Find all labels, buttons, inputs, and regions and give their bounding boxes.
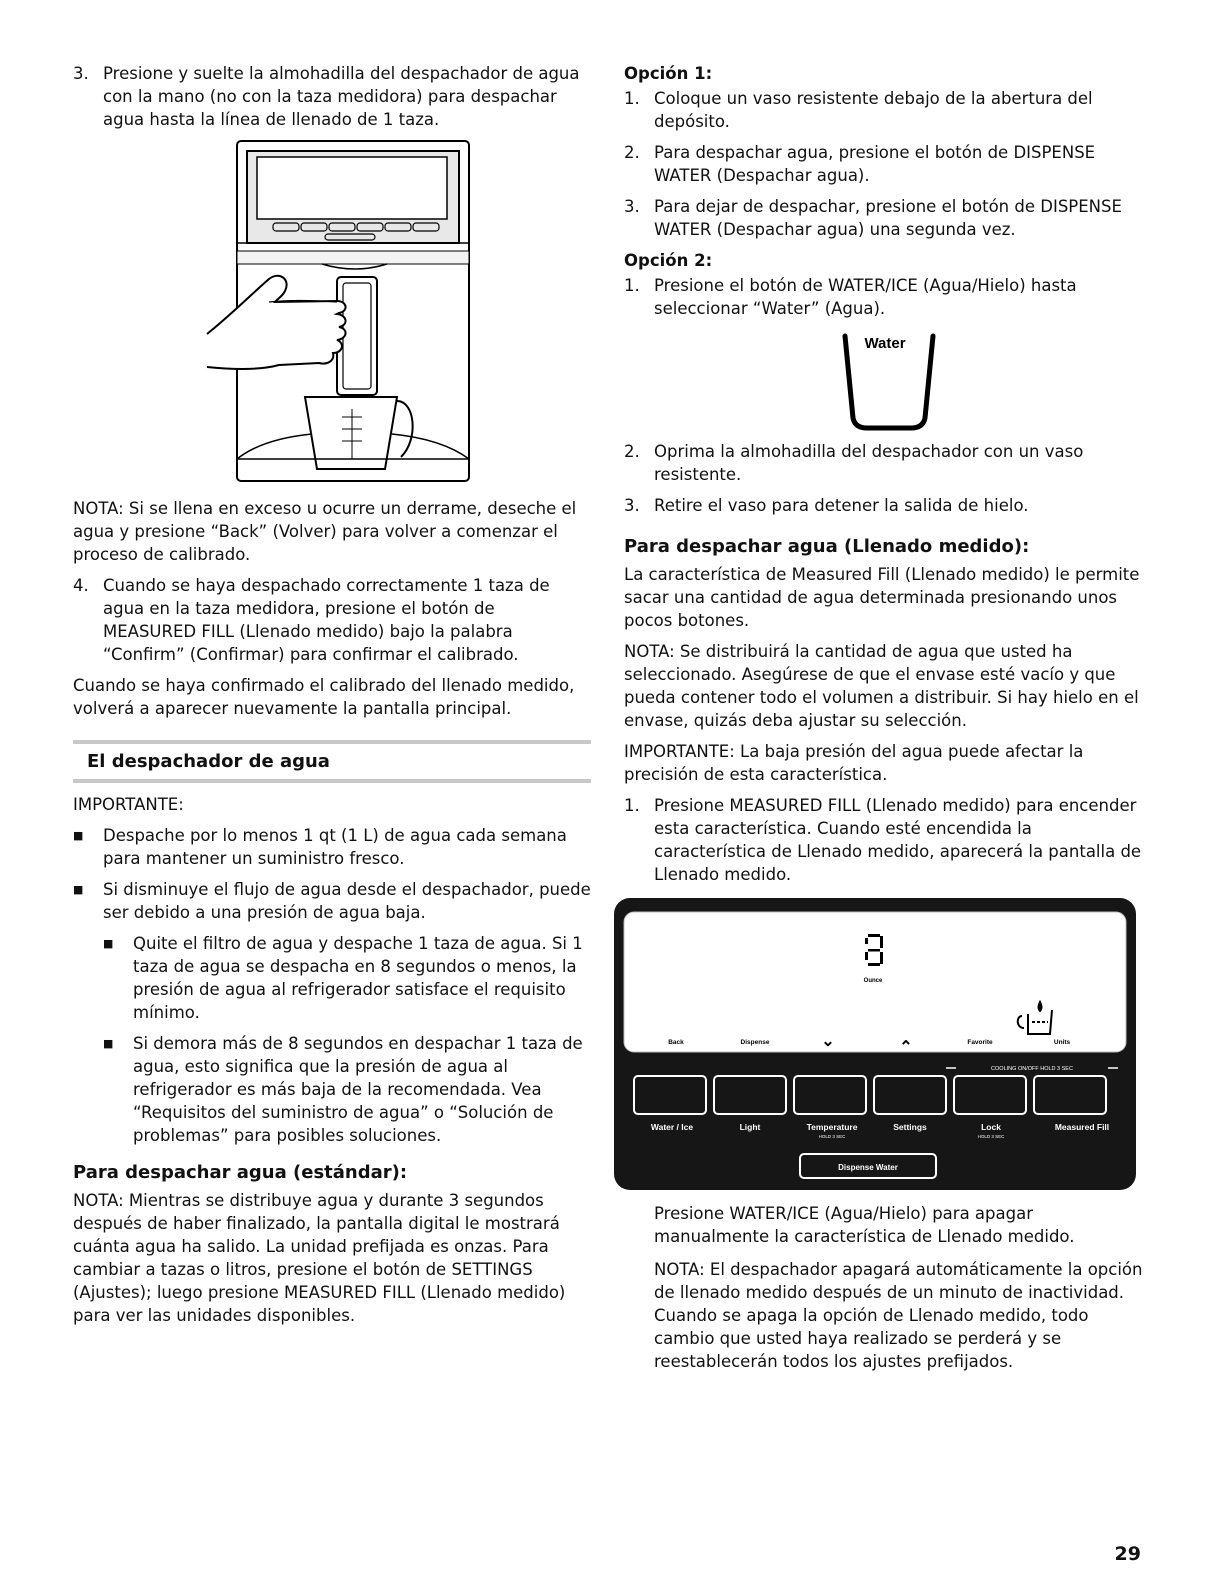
bullet-square-icon: ■ [103,1037,114,1050]
nota-label: NOTA: [73,499,124,518]
option-2-heading: Opción 2: [624,251,713,270]
water-cup-icon [815,328,955,436]
step-text: Oprima la almohadilla del despachador con un vaso resistente. [654,442,1084,484]
step-3 [73,62,591,131]
bullet-text: Si disminuye el flujo de agua desde el despachador, puede ser debido a una presión de agua baja. [103,880,591,922]
step-text: Presione y suelte la almohadilla del despachador de agua con la mano (no con la taza medidora) para despachar agua hasta la línea de llenado de 1 taza. [103,64,580,129]
nota-label: NOTA: [73,1191,124,1210]
sub-bullet-item [103,1032,591,1147]
right-column [624,62,1146,1373]
bullet-text: Quite el filtro de agua y despache 1 taza de agua. Si 1 taza de agua se despacha en 8 segundos o menos, la presión de agua al refrigerador satisface el requisito mínimo. [133,934,583,1022]
importante-label: IMPORTANTE: [73,795,184,814]
bullet-item [73,878,591,924]
option1-step-1 [624,87,1146,133]
step-number: 3. [624,496,640,515]
paragraph-confirm: Cuando se haya confirmado el calibrado del llenado medido, volverá a aparecer nuevamente la pantalla principal. [73,676,575,718]
step-number: 2. [624,442,640,461]
option2-step-2 [624,440,1146,486]
step-text: Para dejar de despachar, presione el botón de DISPENSE WATER (Despachar agua) una segunda vez. [654,197,1122,239]
step-number: 2. [624,143,640,162]
dispenser-control-panel [610,894,1140,1194]
soft-key-units[interactable]: Units [1053,1039,1071,1046]
bullet-square-icon: ■ [73,883,84,896]
option2-step-1 [624,274,1146,320]
unit-label: Ounce [863,978,883,984]
bullet-text: Despache por lo menos 1 qt (1 L) de agua cada semana para mantener un suministro fresco. [103,826,567,868]
step-text: Cuando se haya despachado correctamente 1 taza de agua en la taza medidora, presione el botón de MEASURED FILL (Llenado medido) bajo la palabra “Confirm” (Confirmar) para confirmar el calibrado. [103,576,550,664]
bullet-square-icon: ■ [103,937,114,950]
step-text: Para despachar agua, presione el botón de DISPENSE WATER (Despachar agua). [654,143,1096,185]
cooling-label: COOLING ON/OFF HOLD 3 SEC [991,1066,1073,1072]
heading-standard-dispense: Para despachar agua (estándar): [73,1162,408,1183]
bullet-square-icon: ■ [73,829,84,842]
option1-step-2 [624,141,1146,187]
soft-key-back[interactable]: Back [668,1039,684,1046]
step-text: Retire el vaso para detener la salida de hielo. [654,496,1029,515]
hold-label-lock: HOLD 3 SEC [977,1134,1005,1139]
nota-label: NOTA: [654,1260,705,1279]
label-settings: Settings [893,1122,927,1132]
step-number: 3. [73,64,89,83]
hold-label-temperature: HOLD 3 SEC [818,1134,846,1139]
section-banner: El despachador de agua [73,740,591,783]
label-measured-fill: Measured Fill [1054,1122,1110,1132]
label-light: Light [739,1122,761,1132]
nota-text: Mientras se distribuye agua y durante 3 segundos después de haber finalizado, la pantalla digital le mostrará cuánta agua ha salido. La unidad prefijada es onzas. Para cambiar a tazas o litros, presione el botón de SETTINGS (Ajustes); luego presione MEASURED FILL (Llenado medido) para ver las unidades disponibles. [73,1191,566,1325]
importante-text: La baja presión del agua puede afectar la precisión de esta característica. [624,742,1084,784]
sub-bullet-item [103,932,591,1024]
nota-standard [73,1189,591,1327]
measured-step-1 [624,794,1146,886]
step-number: 4. [73,576,89,595]
step-text: Presione el botón de WATER/ICE (Agua/Hielo) hasta seleccionar “Water” (Agua). [654,276,1077,318]
bullet-text: Si demora más de 8 segundos en despachar 1 taza de agua, esto significa que la presión de agua al refrigerador es más baja de la recomendada. Vea “Requisitos del suministro de agua” o “Solución de problemas” para posibles soluciones. [133,1034,583,1145]
left-column [73,62,591,1327]
step-number: 1. [624,796,640,815]
soft-key-favorite[interactable]: Favorite [967,1039,993,1046]
soft-key-down-arrow[interactable]: ⌄ [821,1033,835,1050]
step-4 [73,574,591,666]
soft-key-dispense[interactable]: Dispense [740,1039,770,1046]
paragraph-measured-fill: La característica de Measured Fill (Llenado medido) le permite sacar una cantidad de agua determinada presionando unos pocos botones. [624,565,1140,630]
dispenser-hand-illustration [187,139,477,489]
nota-text: El despachador apagará automáticamente la opción de llenado medido después de un minuto de inactividad. Cuando se apaga la opción de Llenado medido, todo cambio que usted haya realizado se perderá y se reestablecerán todos los ajustes prefijados. [654,1260,1143,1371]
step-number: 1. [624,276,640,295]
nota-measured [624,640,1146,732]
heading-measured-fill: Para despachar agua (Llenado medido): [624,536,1030,557]
option2-step-3 [624,494,1146,517]
nota-text: Se distribuirá la cantidad de agua que usted ha seleccionado. Asegúrese de que el envase esté vacío y que pueda contener todo el volumen a distribuir. Si hay hielo en el envase, quizás deba ajustar su selección. [624,642,1139,730]
nota-text: Si se llena en exceso u ocurre un derrame, deseche el agua y presione “Back” (Volver) para volver a comenzar el proceso de calibrado. [73,499,577,564]
nota-auto-off [654,1258,1146,1373]
bullet-item [73,824,591,870]
label-temperature: Temperature [806,1122,858,1132]
label-water-ice: Water / Ice [650,1122,694,1132]
importante-label: IMPORTANTE: [624,742,735,761]
page-number: 29 [1114,1543,1141,1565]
step-number: 1. [624,89,640,108]
label-lock: Lock [981,1122,1001,1132]
option-1-heading: Opción 1: [624,64,713,83]
importante-measured [624,740,1146,786]
nota-overflow [73,497,591,566]
label-dispense-water: Dispense Water [838,1163,898,1172]
step-text: Coloque un vaso resistente debajo de la abertura del depósito. [654,89,1093,131]
soft-key-up-arrow[interactable]: ⌃ [899,1039,913,1056]
option1-step-3 [624,195,1146,241]
step-number: 3. [624,197,640,216]
step-text: Presione MEASURED FILL (Llenado medido) para encender esta característica. Cuando esté encendida la característica de Llenado medido, aparecerá la pantalla de Llenado medido. [654,796,1142,884]
paragraph-turn-off: Presione WATER/ICE (Agua/Hielo) para apagar manualmente la característica de Llenado medido. [654,1204,1075,1246]
nota-label: NOTA: [624,642,675,661]
water-label: Water [864,335,906,352]
